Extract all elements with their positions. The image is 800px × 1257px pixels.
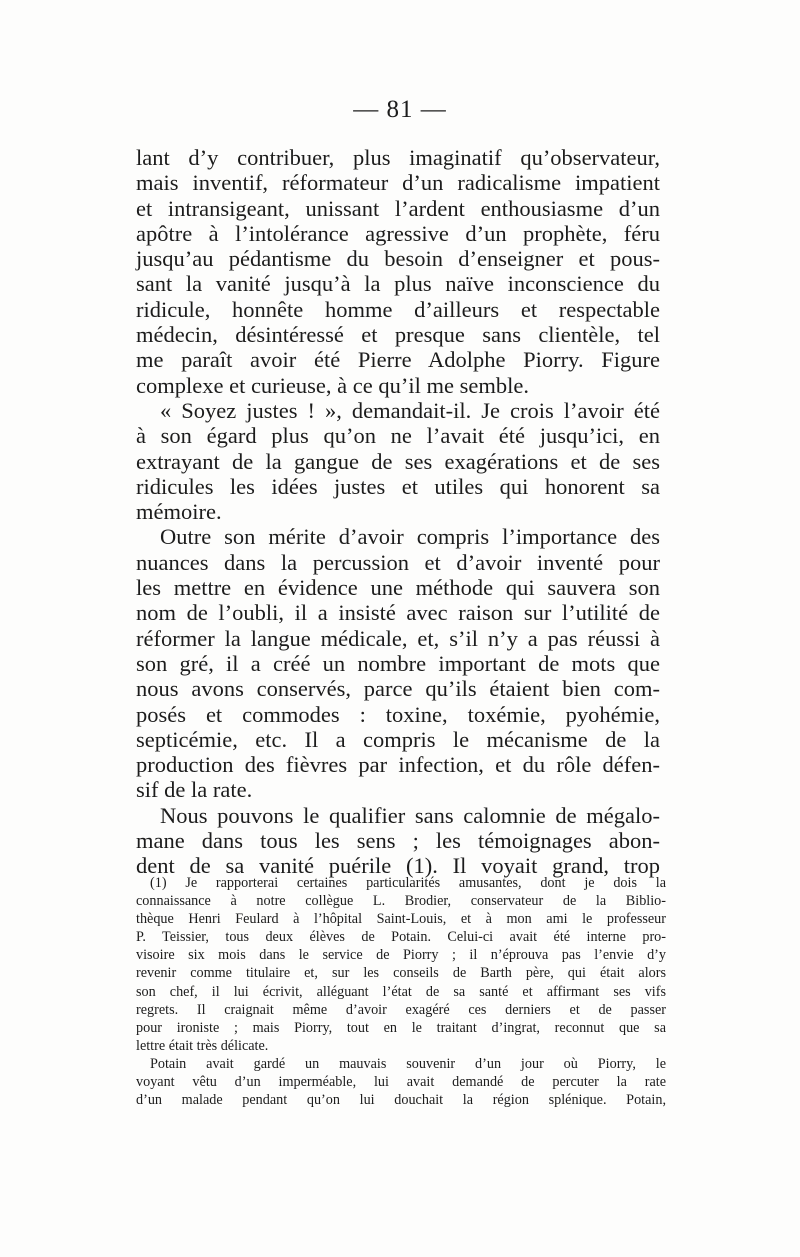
text-line: et intransigeant, unissant l’ardent enthousiasme d’un — [136, 195, 660, 221]
text-line: Nous pouvons le qualifier sans calomnie de mégalo- — [160, 802, 660, 828]
footnote-line: pour ironiste ; mais Piorry, tout en le traitant d’ingrat, reconnut que sa — [136, 1019, 666, 1036]
text-line: les mettre en évidence une méthode qui sauvera son — [136, 575, 660, 601]
footnote-line: Potain avait gardé un mauvais souvenir d’un jour où Piorry, le — [150, 1055, 666, 1072]
footnote-line: regrets. Il craignait même d’avoir exagéré ces derniers et de passer — [136, 1001, 666, 1018]
text-line: ridicule, honnête homme d’ailleurs et respectable — [136, 296, 660, 322]
footnote-block — [136, 874, 666, 1109]
main-text — [136, 145, 660, 879]
footnote-line: revenir comme titulaire et, sur les conseils de Barth père, qui était alors — [136, 965, 666, 982]
footnote-line: (1) Je rapporterai certaines particularités amusantes, dont je dois la — [150, 875, 666, 891]
text-line: nous avons conservés, parce qu’ils étaient bien com- — [136, 676, 660, 702]
text-line: « Soyez justes ! », demandait-il. Je crois l’avoir été — [160, 397, 660, 423]
footnote-line: visoire six mois dans le service de Piorry ; il n’éprouva pas l’envie d’y — [136, 947, 666, 964]
footnote-line: connaissance à notre collègue L. Brodier, conservateur de la Biblio- — [136, 893, 666, 910]
text-line: ridicules les idées justes et utiles qui honorent sa — [136, 473, 660, 499]
text-line: son gré, il a créé un nombre important de mots que — [136, 650, 660, 676]
text-line: médecin, désintéressé et presque sans clientèle, tel — [136, 322, 660, 348]
text-line: dent de sa vanité puérile (1). Il voyait grand, trop — [136, 853, 660, 879]
text-line: nom de l’oubli, il a insisté avec raison sur l’utilité de — [136, 600, 660, 626]
footnote-line: thèque Henri Feulard à l’hôpital Saint-Louis, et à mon ami le professeur — [136, 911, 666, 928]
text-line: posés et commodes : toxine, toxémie, pyohémie, — [136, 701, 660, 727]
text-line: sif de la rate. — [136, 777, 253, 803]
text-line: complexe et curieuse, à ce qu’il me semble. — [136, 372, 529, 398]
page-number: — 81 — — [353, 96, 447, 123]
text-line: Outre son mérite d’avoir compris l’importance des — [160, 524, 660, 550]
text-line: extrayant de la gangue de ses exagérations et de ses — [136, 448, 660, 474]
footnote-line: P. Teissier, tous deux élèves de Potain. Celui-ci avait été interne pro- — [136, 929, 666, 946]
text-line: mane dans tous les sens ; les témoignages abon- — [136, 828, 660, 854]
text-line: réformer la langue médicale, et, s’il n’y a pas réussi à — [136, 625, 660, 651]
text-line: production des fièvres par infection, et du rôle défen- — [136, 752, 660, 778]
text-line: nuances dans la percussion et d’avoir inventé pour — [136, 549, 660, 575]
footnote-line: d’un malade pendant qu’on lui douchait la région splénique. Potain, — [136, 1092, 666, 1109]
text-line: lant d’y contribuer, plus imaginatif qu’observateur, — [136, 145, 660, 170]
footnote-line: voyant vêtu d’un imperméable, lui avait demandé de percuter la rate — [136, 1074, 666, 1091]
text-line: me paraît avoir été Pierre Adolphe Piorry. Figure — [136, 347, 660, 373]
footnote-line: son chef, il lui écrivit, alléguant l’état de sa santé et affirmant ses vifs — [136, 983, 666, 1000]
text-line: mémoire. — [136, 499, 222, 525]
text-line: septicémie, etc. Il a compris le mécanisme de la — [136, 726, 660, 752]
footnote-line: lettre était très délicate. — [136, 1037, 269, 1054]
text-line: jusqu’au pédantisme du besoin d’enseigner et pous- — [136, 246, 660, 272]
text-line: mais inventif, réformateur d’un radicalisme impatient — [136, 170, 660, 196]
text-line: à son égard plus qu’on ne l’avait été jusqu’ici, en — [136, 423, 660, 449]
text-line: sant la vanité jusqu’à la plus naïve inconscience du — [136, 271, 660, 297]
text-line: apôtre à l’intolérance agressive d’un prophète, féru — [136, 220, 660, 246]
